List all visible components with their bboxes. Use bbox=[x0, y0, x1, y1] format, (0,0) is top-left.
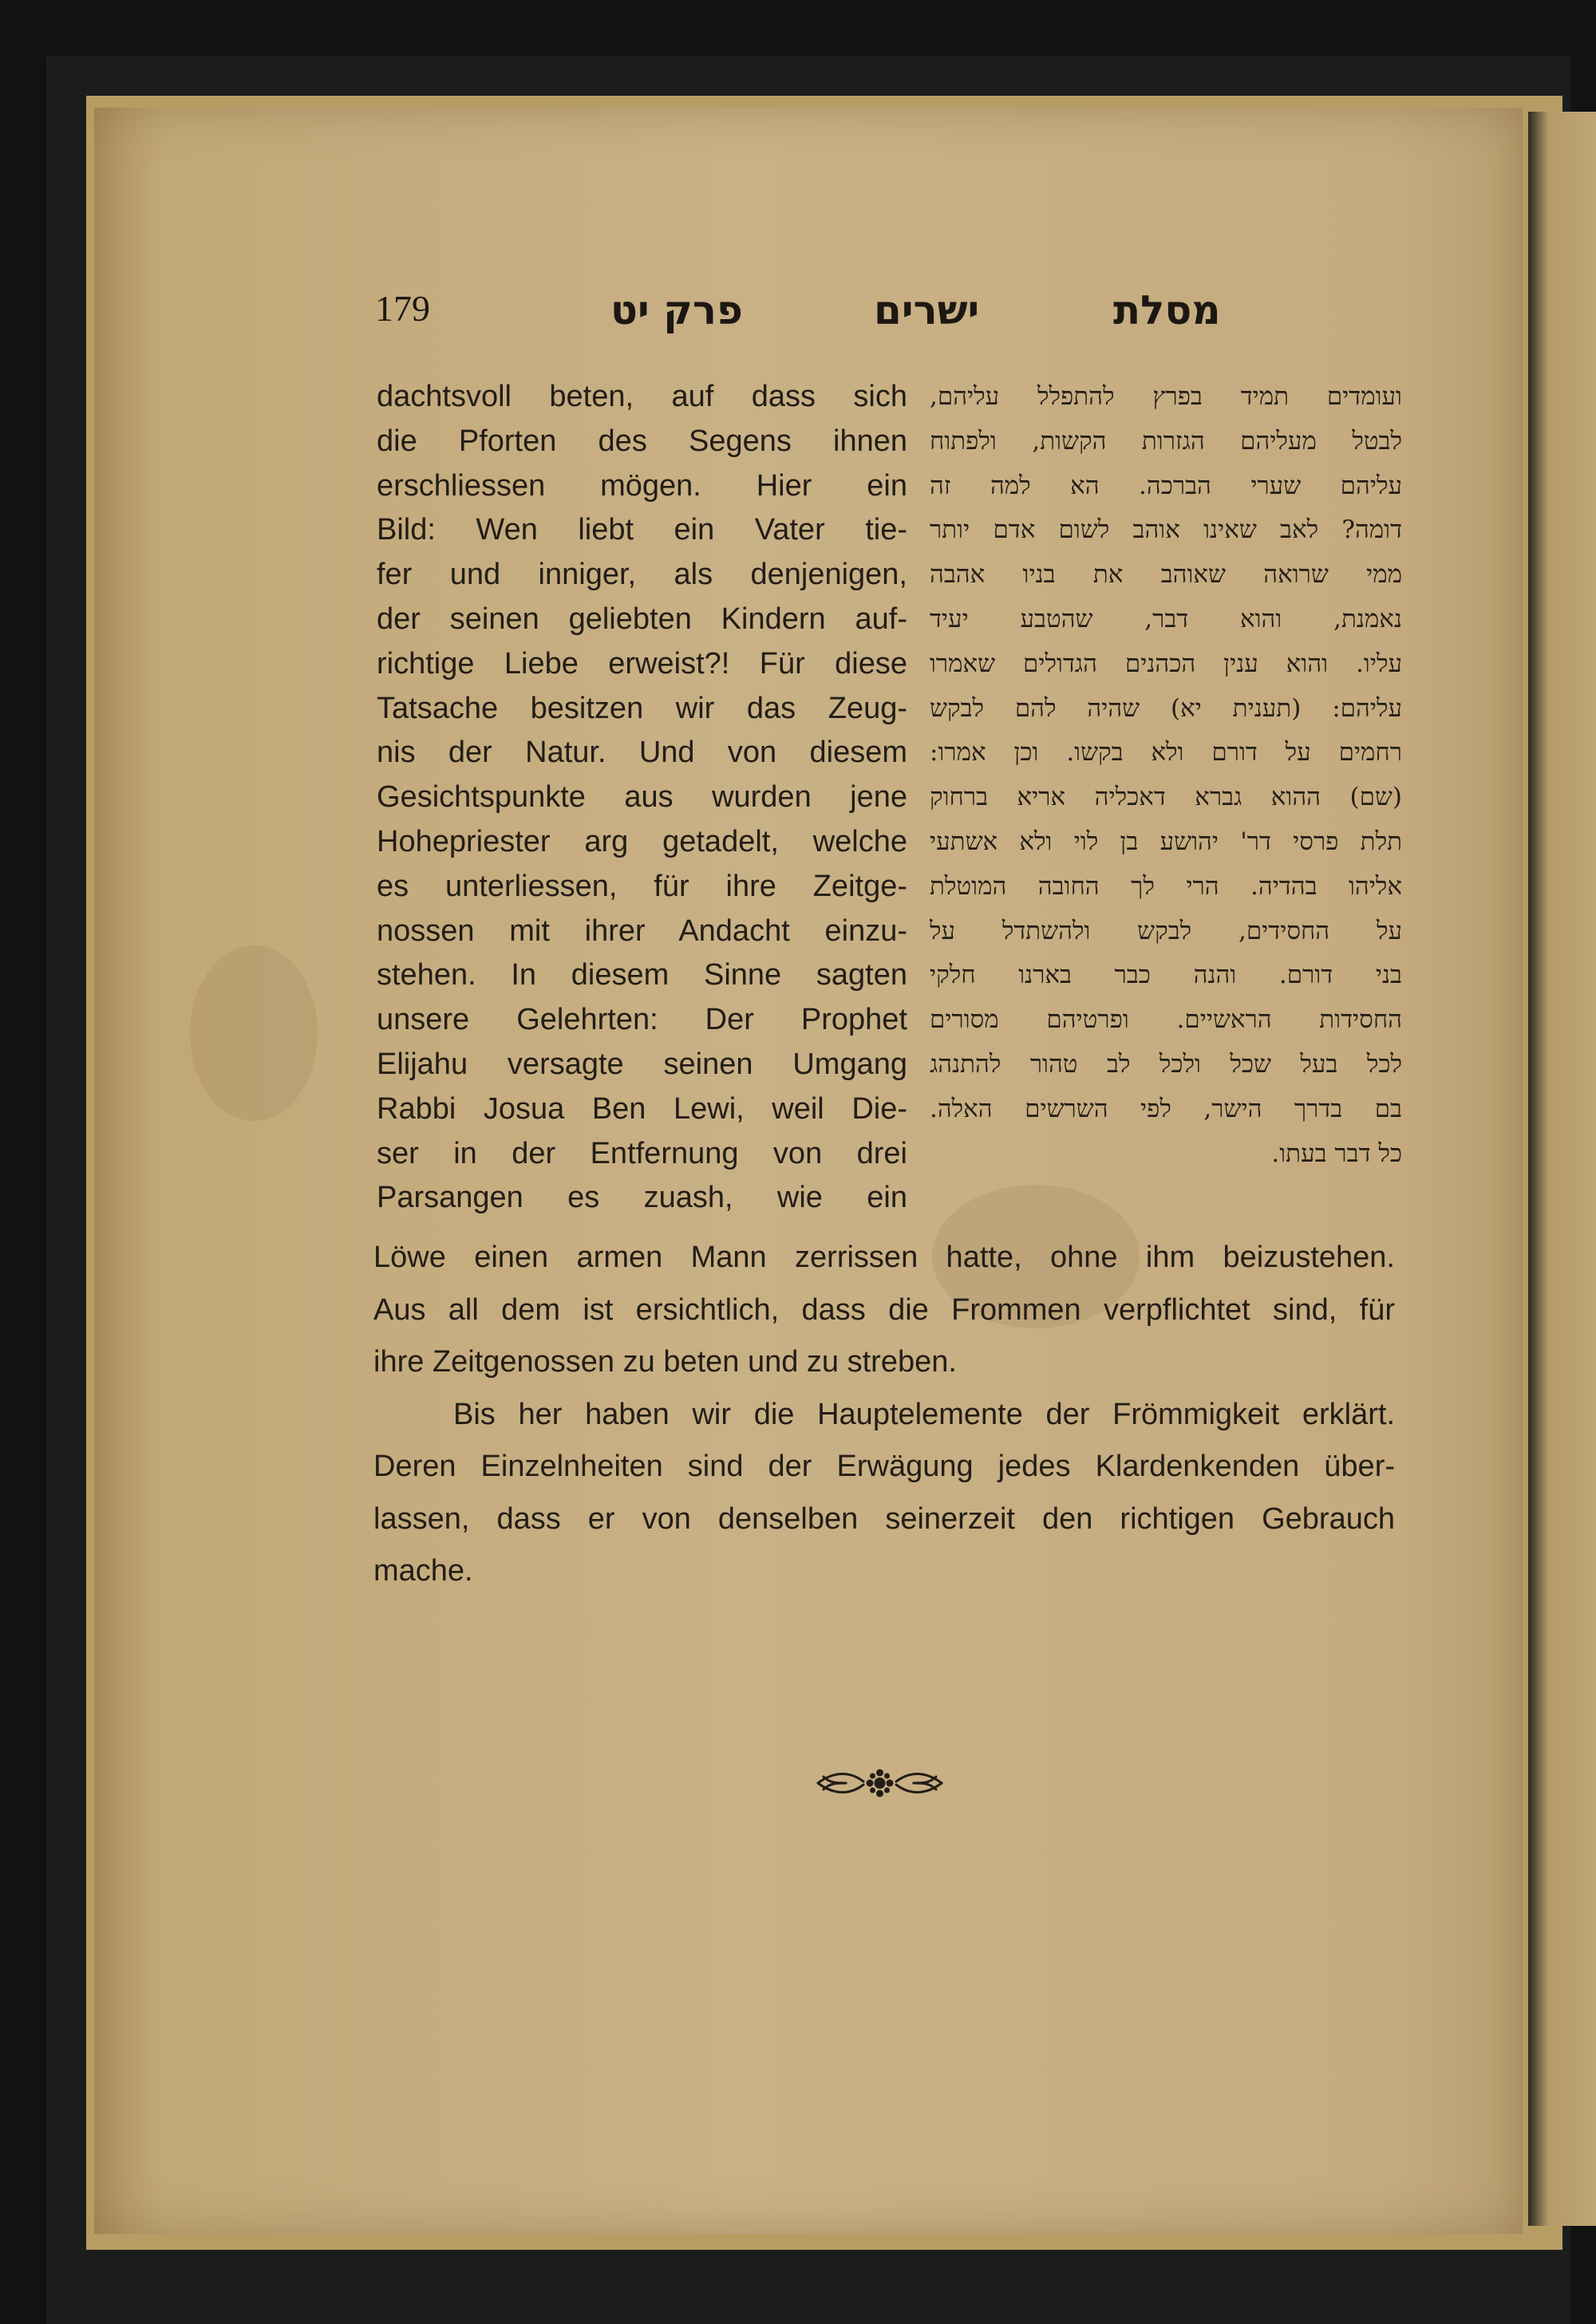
text-line: erschliessen mögen. Hier ein bbox=[377, 468, 907, 503]
text-line: כל דבר בעתו. bbox=[1271, 1138, 1402, 1168]
text-line: Elijahu versagte seinen Umgang bbox=[377, 1047, 907, 1081]
text-line: Parsangen es zuash, wie ein bbox=[377, 1181, 907, 1215]
floral-ornament-icon bbox=[814, 1759, 946, 1807]
text-line: לכל בעל שכל ולכל לב טהור להתנהג bbox=[930, 1049, 1402, 1079]
text-line: עליהם שערי הברכה. הא למה זה bbox=[930, 471, 1402, 500]
text-line: stehen. In diesem Sinne sagten bbox=[377, 958, 907, 992]
text-line: (שם) ההוא גברא דאכליה אריא ברחוק bbox=[930, 783, 1402, 812]
text-line: Bis her haben wir die Hauptelemente der Frömmigkeit erklärt. bbox=[453, 1397, 1395, 1431]
text-line: תלת פרסי דר' יהושע בן לוי ולא אשתעי bbox=[930, 827, 1402, 856]
chapter-title: פרק יט bbox=[610, 287, 743, 333]
text-line: ועומדים תמיד בפרץ להתפלל עליהם, bbox=[930, 382, 1402, 411]
page-stain bbox=[190, 945, 318, 1121]
text-line: Gesichtspunkte aus wurden jene bbox=[377, 780, 907, 815]
text-line: nis der Natur. Und von diesem bbox=[377, 736, 907, 770]
text-line: אליהו בהדיה. הרי לך החובה המוטלת bbox=[930, 871, 1402, 901]
text-line: החסידות הראשיים. ופרטיהם מסורים bbox=[930, 1005, 1402, 1035]
text-line: ihre Zeitgenossen zu beten und zu streben. bbox=[373, 1345, 957, 1379]
text-line: עליהם: (תענית יא) שהיה להם לבקש bbox=[930, 693, 1402, 723]
text-line: עליו. והוא ענין הכהנים הגדולים שאמרו bbox=[930, 649, 1402, 678]
text-line: Rabbi Josua Ben Lewi, weil Die- bbox=[377, 1091, 907, 1126]
text-line: die Pforten des Segens ihnen bbox=[377, 424, 907, 458]
text-line: ממי שרואה שאוהב את בניו אהבה bbox=[930, 560, 1402, 590]
text-line: Hohepriester arg getadelt, welche bbox=[377, 824, 907, 858]
text-line: fer und inniger, als denjenigen, bbox=[377, 558, 907, 592]
text-line: Aus all dem ist ersichtlich, dass die Frommen verpflichtet sind, für bbox=[373, 1292, 1395, 1327]
text-line: lassen, dass er von denselben seinerzeit den richtigen Gebrauch bbox=[373, 1501, 1395, 1536]
text-line: Löwe einen armen Mann zerrissen hatte, ohne ihm beizustehen. bbox=[373, 1241, 1395, 1274]
page-number: 179 bbox=[375, 288, 430, 329]
text-line: בם בדרך הישר, לפי השרשים האלה. bbox=[930, 1094, 1402, 1123]
text-line: es unterliessen, für ihre Zeitge- bbox=[377, 869, 907, 903]
text-line: mache. bbox=[373, 1554, 473, 1588]
full-width-paragraphs bbox=[373, 1232, 1395, 1598]
text-line: nossen mit ihrer Andacht einzu- bbox=[377, 913, 907, 948]
next-page-edge bbox=[1528, 112, 1596, 2226]
text-line: richtige Liebe erweist?! Für diese bbox=[377, 646, 907, 681]
text-line: לבטל מעליהם הגזרות הקשות, ולפתוח bbox=[930, 426, 1402, 456]
text-line: על החסידים, לבקש ולהשתדל על bbox=[930, 916, 1402, 945]
text-line: דומה? לאב שאינו אוהב לשום אדם יותר bbox=[930, 515, 1402, 545]
text-line: unsere Gelehrten: Der Prophet bbox=[377, 1003, 907, 1037]
text-line: נאמנת, והוא דבר, שהטבע יעיד bbox=[930, 604, 1402, 633]
text-line: der seinen geliebten Kindern auf- bbox=[377, 602, 907, 636]
book-title-word: מסלת bbox=[1113, 287, 1221, 333]
hebrew-column bbox=[930, 375, 1402, 1176]
text-line: בני דורם. והנה כבר בארנו חלקי bbox=[930, 961, 1402, 990]
book-title-word: ישרים bbox=[874, 287, 980, 333]
text-line: Bild: Wen liebt ein Vater tie- bbox=[377, 513, 907, 547]
german-column bbox=[377, 375, 907, 1221]
text-line: ser in der Entfernung von drei bbox=[377, 1136, 907, 1170]
text-line: Deren Einzelnheiten sind der Erwägung jedes Klardenkenden über- bbox=[373, 1450, 1395, 1483]
text-line: dachtsvoll beten, auf dass sich bbox=[377, 380, 907, 413]
text-line: Tatsache besitzen wir das Zeug- bbox=[377, 691, 907, 725]
text-line: רחמים על דורם ולא בקשו. וכן אמרו: bbox=[930, 738, 1402, 767]
